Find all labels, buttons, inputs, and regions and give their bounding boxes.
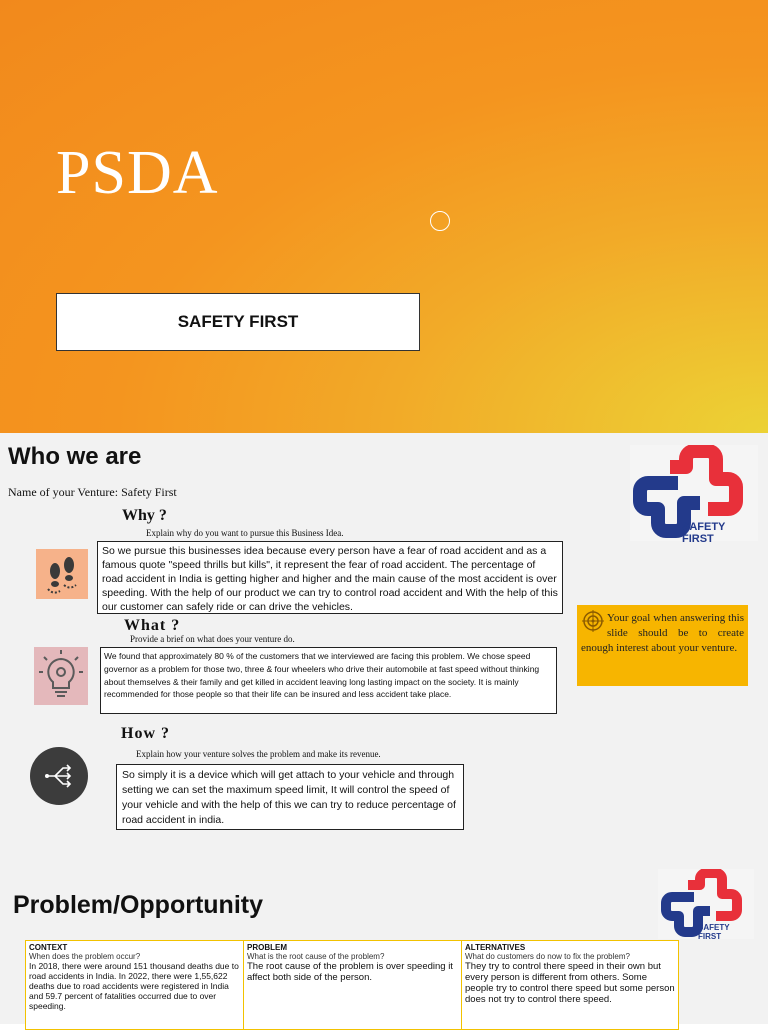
logo-label: SAFETY FIRST [698,923,730,941]
cell-question: When does the problem occur? [29,952,141,961]
what-heading: What ? [124,617,181,634]
problem-canvas-grid [25,940,679,1030]
cell-body: They try to control there speed in their own but every person is different from others. Some people try to control there speed but some person does not try to control there speed. [465,961,675,1005]
cell-title: PROBLEM [247,943,287,952]
goal-note-text: Your goal when answering this slide should be to create enough interest about your venture. [581,612,744,654]
problem-opportunity-slide [0,863,768,1024]
cell-body: The root cause of the problem is over speeding it affect both side of the person. [247,961,453,983]
problem-cell [244,941,462,1029]
cell-body: In 2018, there were around 151 thousand deaths due to road accidents in India. In 2022, there were 1,55,622 deaths due to road accidents were registered in India and 59.7 percent of fatalities occurred due to over speeding. [29,961,239,1011]
what-text-box: We found that approximately 80 % of the customers that we interviewed are facing this problem. We chose speed governor as a problem for those two, three & four wheelers who drive their automobile at fast speed without thinking about themselves & their family and get killed in accident leaving long lasting impact on the society. It is mainly recommended for those people so that their life can be insured and less accident take place. [100,647,557,714]
who-we-are-slide [0,433,768,863]
safety-first-logo [658,869,754,939]
target-icon [581,609,605,633]
what-hint: Provide a brief on what does your venture do. [130,634,295,644]
how-hint: Explain how your venture solves the problem and make its revenue. [136,749,381,759]
slide-heading: Problem/Opportunity [13,891,263,919]
why-hint: Explain why do you want to pursue this Business Idea. [146,528,344,538]
subtitle-text: SAFETY FIRST [177,312,299,331]
goal-note [577,605,748,686]
alternatives-cell [462,941,678,1029]
cell-question: What do customers do now to fix the problem? [465,952,630,961]
share-arrows-icon [30,747,88,805]
slide-title: PSDA [56,139,219,207]
logo-label: SAFETY FIRST [682,521,726,545]
safety-first-logo [630,445,758,545]
why-text-box: So we pursue this businesses idea because every person have a fear of road accident and as a famous quote "speed thrills but kills", it represent the fear of road accident. The percentage of road accident in India is getting higher and higher and the main cause of the most accident is over speeding. With the help of our product we can try to control road accident and With the help of this our customer can safely ride or can drive the vehicles. [97,541,563,614]
cell-title: CONTEXT [29,943,68,952]
slide-heading: Who we are [8,443,142,470]
footprints-icon [36,549,88,599]
context-cell [26,941,244,1029]
lightbulb-gear-icon [34,647,88,705]
title-slide [0,0,768,433]
why-heading: Why ? [122,507,167,524]
subtitle-box [56,293,420,351]
how-text-box: So simply it is a device which will get attach to your vehicle and through setting we can set the maximum speed limit, It will control the speed of your vehicle and with the help of this we can try to reduce percentage of road accident in india. [116,764,464,830]
cell-question: What is the root cause of the problem? [247,952,385,961]
venture-name: Name of your Venture: Safety First [8,485,177,499]
how-heading: How ? [121,725,170,742]
circle-decoration-icon [430,211,450,231]
cell-title: ALTERNATIVES [465,943,526,952]
